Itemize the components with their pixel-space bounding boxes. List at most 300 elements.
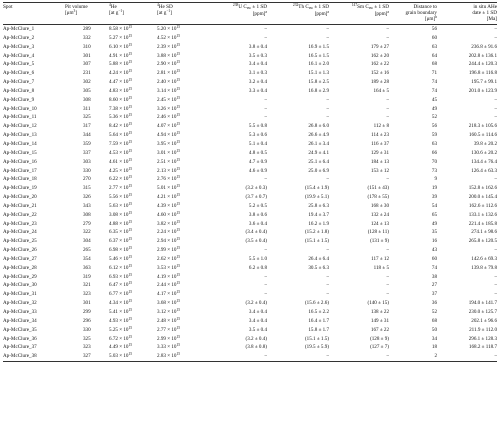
cell-ahe-date: – — [494, 26, 497, 32]
cell-he4: $6.93 \times 10^{15}$ — [109, 272, 133, 280]
cell-spot: Ap-McClure_12 — [3, 123, 37, 130]
cell-sm147: – — [386, 273, 389, 280]
table-row — [3, 317, 497, 326]
cell-sm147: 184 ± 13 — [370, 158, 389, 165]
cell-pit-volume: 279 — [83, 220, 91, 227]
cell-ahe-date: – — [494, 34, 497, 41]
cell-ahe-date: 195.7 ± 99.1 — [471, 79, 497, 86]
cell-pit-volume: 325 — [83, 114, 91, 121]
cell-pit-volume: 330 — [83, 167, 91, 174]
cell-sm147: 129 ± 31 — [370, 149, 389, 156]
cell-distance: 38 — [431, 273, 437, 280]
cell-th232: 25.0 ± 6.9 — [308, 167, 329, 174]
col-header-ahe-date: in situ AHe date ± 1 SD [Ma] — [437, 3, 497, 25]
cell-u238: – — [264, 291, 267, 298]
cell-he4: $6.77 \times 10^{15}$ — [109, 290, 133, 298]
cell-th232: 24.9 ± 4.1 — [308, 149, 329, 156]
cell-he4-sd: $2.81 \times 10^{15}$ — [157, 69, 181, 77]
cell-spot: Ap-McClure_18 — [3, 176, 37, 183]
cell-spot: Ap-McClure_4 — [3, 52, 35, 59]
cell-th232: 15.8 ± 2.5 — [308, 79, 329, 86]
cell-ahe-date: 236.8 ± 91.6 — [471, 43, 497, 50]
cell-u238: – — [207, 352, 267, 361]
cell-he4: $6.35 \times 10^{15}$ — [109, 228, 133, 236]
cell-he4-sd: $4.07 \times 10^{15}$ — [157, 122, 181, 130]
cell-spot: Ap-McClure_11 — [3, 114, 37, 121]
cell-spot: Ap-McClure_27 — [3, 255, 37, 262]
cell-he4: $6.98 \times 10^{15}$ — [109, 246, 133, 254]
cell-spot: Ap-McClure_37 — [3, 344, 37, 351]
cell-he4: $4.93 \times 10^{15}$ — [109, 317, 133, 324]
cell-sm147: 149 ± 31 — [370, 317, 389, 324]
cell-ahe-date: 160.5 ± 114.6 — [468, 132, 497, 139]
cell-u238: 3.1 ± 0.3 — [248, 70, 267, 77]
cell-u238: 3.4 ± 0.4 — [248, 317, 267, 324]
cell-he4-sd: $3.53 \times 10^{15}$ — [157, 263, 181, 271]
cell-sm147: – — [386, 96, 389, 103]
table-row — [3, 290, 497, 299]
cell-he4-sd: $3.14 \times 10^{15}$ — [157, 87, 181, 94]
cell-he4-sd: $3.95 \times 10^{15}$ — [157, 140, 181, 147]
cell-distance: 63 — [431, 43, 437, 50]
cell-sm147: – — [386, 291, 389, 298]
cell-ahe-date: – — [494, 114, 497, 121]
cell-distance: 27 — [431, 282, 437, 289]
cell-pit-volume: 301 — [83, 300, 91, 307]
cell-u238: – — [264, 34, 267, 41]
cell-he4: $4.34 \times 10^{15}$ — [109, 299, 133, 307]
cell-spot: Ap-McClure_16 — [3, 158, 37, 165]
cell-he4: $6.22 \times 10^{15}$ — [109, 175, 133, 183]
cell-he4-sd: $4.39 \times 10^{15}$ — [157, 202, 181, 209]
cell-distance: 63 — [431, 140, 437, 147]
cell-u238: – — [264, 247, 267, 254]
cell-he4: $4.88 \times 10^{15}$ — [109, 219, 133, 227]
col-header-th232: $^{232}$Th $C_{aw} \pm 1$ SD [ppm]$^a$ — [267, 3, 329, 25]
cell-th232: – — [326, 247, 329, 254]
cell-sm147: 189 ± 28 — [370, 79, 389, 86]
table-row — [3, 228, 497, 237]
cell-spot: Ap-McClure_21 — [3, 202, 37, 209]
cell-he4: $4.24 \times 10^{15}$ — [109, 69, 133, 77]
cell-spot: Ap-McClure_14 — [3, 140, 37, 147]
col-header-spot: Spot — [3, 3, 65, 25]
col-header-pit-volume: Pit volume $[\mu m^3]$ — [65, 3, 109, 25]
cell-th232: 26.4 ± 6.4 — [308, 255, 329, 262]
cell-th232: – — [326, 273, 329, 280]
cell-distance: 70 — [431, 158, 437, 165]
cell-ahe-date: 152.8 ± 162.6 — [468, 185, 497, 192]
cell-pit-volume: 265 — [83, 247, 91, 254]
table-row — [3, 69, 497, 78]
cell-pit-volume: 308 — [83, 96, 91, 103]
cell-distance: 74 — [431, 87, 437, 94]
cell-th232: – — [267, 352, 329, 361]
cell-th232: 19.4 ± 3.7 — [308, 211, 329, 218]
cell-sm147: (127 ± 7) — [370, 344, 389, 351]
table-row — [3, 326, 497, 335]
cell-he4-sd: $3.68 \times 10^{15}$ — [157, 299, 181, 307]
cell-u238: 3.6 ± 0.4 — [248, 220, 267, 227]
cell-he4-sd: $4.19 \times 10^{15}$ — [157, 272, 181, 280]
cell-ahe-date: 139.8 ± 79.8 — [471, 264, 497, 271]
cell-sm147: (140 ± 15) — [367, 300, 389, 307]
cell-pit-volume: 330 — [83, 326, 91, 333]
cell-u238: 3.4 ± 0.4 — [248, 309, 267, 315]
cell-sm147: 153 ± 12 — [370, 167, 389, 174]
table-row — [3, 78, 497, 87]
cell-pit-volume: 301 — [83, 52, 91, 59]
cell-he4-sd: $3.01 \times 10^{15}$ — [157, 149, 181, 156]
cell-pit-volume: 311 — [83, 105, 91, 112]
cell-th232: (15.1 ± 1.5) — [304, 335, 329, 342]
cell-he4-sd: $2.48 \times 10^{15}$ — [157, 317, 181, 324]
cell-he4-sd: $5.20 \times 10^{15}$ — [157, 25, 181, 32]
cell-he4-sd: $2.77 \times 10^{15}$ — [157, 325, 181, 333]
table-row — [3, 96, 497, 105]
cell-th232: 16.1 ± 2.0 — [308, 61, 329, 68]
cell-distance: 59 — [431, 132, 437, 139]
cell-he4-sd: $2.83 \times 10^{15}$ — [157, 352, 207, 361]
cell-pit-volume: 344 — [83, 132, 91, 139]
cell-th232: – — [326, 34, 329, 41]
cell-sm147: 179 ± 27 — [370, 43, 389, 50]
cell-sm147: – — [386, 282, 389, 289]
cell-th232: (15.4 ± 1.9) — [304, 185, 329, 192]
cell-sm147: 114 ± 23 — [371, 132, 389, 139]
cell-distance: 66 — [431, 149, 437, 156]
cell-sm147: – — [386, 247, 389, 254]
cell-th232: 16.5 ± 2.2 — [308, 309, 329, 315]
cell-spot: Ap-McClure_30 — [3, 282, 37, 289]
cell-distance: 37 — [431, 291, 437, 298]
cell-sm147: – — [386, 114, 389, 121]
cell-he4: $4.49 \times 10^{15}$ — [109, 343, 133, 351]
table-row — [3, 149, 497, 158]
cell-sm147: 152 ± 16 — [370, 70, 389, 77]
cell-spot: Ap-McClure_31 — [3, 291, 37, 298]
cell-u238: – — [264, 273, 267, 280]
cell-distance: 68 — [431, 61, 437, 68]
cell-spot: Ap-McClure_26 — [3, 247, 37, 254]
cell-ahe-date: 196.8 ± 116.8 — [468, 70, 497, 77]
cell-he4-sd: $3.82 \times 10^{15}$ — [157, 219, 181, 227]
cell-ahe-date: 142.6 ± 69.3 — [471, 255, 497, 262]
cell-ahe-date: 296.1 ± 128.3 — [468, 335, 497, 342]
cell-u238: 3.3 ± 0.4 — [248, 87, 267, 94]
cell-spot: Ap-McClure_3 — [3, 43, 35, 50]
cell-he4: $6.72 \times 10^{15}$ — [109, 334, 133, 342]
table-row — [3, 34, 497, 43]
cell-he4: $5.41 \times 10^{15}$ — [109, 308, 133, 315]
cell-distance: 49 — [431, 220, 437, 227]
data-table — [3, 2, 497, 362]
cell-th232: (15.1 ± 1.5) — [304, 238, 329, 245]
cell-sm147: 162 ± 20 — [370, 52, 389, 59]
cell-he4: $7.59 \times 10^{15}$ — [109, 140, 133, 147]
cell-pit-volume: 305 — [83, 87, 91, 94]
cell-sm147: (128 ± 11) — [367, 229, 389, 236]
cell-he4: $3.08 \times 10^{15}$ — [109, 210, 133, 218]
cell-he4: $8.58 \times 10^{15}$ — [109, 25, 133, 32]
cell-ahe-date: – — [494, 96, 497, 103]
cell-he4-sd: $4.52 \times 10^{15}$ — [157, 34, 181, 41]
cell-ahe-date: 200.0 ± 145.4 — [468, 194, 497, 201]
cell-he4-sd: $4.21 \times 10^{15}$ — [157, 193, 181, 201]
cell-he4-sd: $2.51 \times 10^{15}$ — [157, 157, 181, 165]
cell-u238: – — [264, 282, 267, 289]
cell-u238: 3.8 ± 0.6 — [248, 211, 267, 218]
cell-th232: (15.2 ± 1.8) — [304, 229, 329, 236]
cell-ahe-date: – — [494, 273, 497, 280]
cell-ahe-date: 134.4 ± 76.4 — [471, 158, 497, 165]
cell-distance: 60 — [431, 255, 437, 262]
cell-he4: $6.12 \times 10^{15}$ — [109, 263, 133, 271]
cell-u238: 3.5 ± 0.3 — [248, 52, 267, 59]
cell-distance: 9 — [434, 176, 437, 183]
cell-ahe-date: 202.8 ± 136.1 — [468, 52, 497, 59]
cell-spot: Ap-McClure_24 — [3, 229, 37, 236]
cell-spot: Ap-McClure_32 — [3, 300, 37, 307]
cell-spot: Ap-McClure_5 — [3, 61, 35, 68]
table-row — [3, 255, 497, 264]
cell-pit-volume: 337 — [83, 149, 91, 156]
cell-spot: Ap-McClure_1 — [3, 26, 35, 32]
cell-spot: Ap-McClure_13 — [3, 132, 37, 139]
cell-distance: 68 — [431, 317, 437, 324]
table-row — [3, 122, 497, 131]
cell-sm147: – — [386, 34, 389, 41]
cell-spot: Ap-McClure_15 — [3, 149, 37, 156]
cell-he4: $5.46 \times 10^{15}$ — [109, 255, 133, 262]
cell-he4: $5.64 \times 10^{15}$ — [109, 131, 133, 139]
cell-distance: 34 — [431, 335, 437, 342]
cell-spot: Ap-McClure_36 — [3, 335, 37, 342]
cell-pit-volume: 326 — [83, 194, 91, 201]
cell-he4-sd: $3.26 \times 10^{15}$ — [157, 104, 181, 112]
cell-ahe-date: 130.6 ± 20.2 — [471, 149, 497, 156]
cell-sm147: – — [386, 105, 389, 112]
cell-u238: – — [264, 176, 267, 183]
cell-th232: 25.8 ± 6.3 — [308, 202, 329, 209]
cell-u238: – — [264, 105, 267, 112]
cell-u238: 5.2 ± 0.5 — [248, 202, 267, 209]
cell-ahe-date: 201.0 ± 123.9 — [468, 87, 497, 94]
table-row — [3, 343, 497, 352]
cell-spot: Ap-McClure_22 — [3, 211, 37, 218]
cell-sm147: 132 ± 24 — [370, 211, 389, 218]
col-header-u238: $^{238}$U $C_{aw} \pm 1$ SD [ppm]$^a$ — [207, 3, 267, 25]
cell-th232: 25.1 ± 6.4 — [308, 158, 329, 165]
cell-distance: 56 — [431, 26, 437, 32]
cell-pit-volume: 299 — [83, 309, 91, 315]
cell-spot: Ap-McClure_35 — [3, 326, 37, 333]
cell-he4-sd: $2.99 \times 10^{15}$ — [157, 334, 181, 342]
cell-pit-volume: 359 — [83, 140, 91, 147]
table-row — [3, 25, 497, 34]
cell-pit-volume: 325 — [83, 335, 91, 342]
cell-he4: $4.83 \times 10^{15}$ — [109, 87, 133, 94]
cell-he4: $2.77 \times 10^{15}$ — [109, 184, 133, 192]
cell-spot: Ap-McClure_34 — [3, 317, 37, 324]
cell-u238: 5.5 ± 1.0 — [248, 255, 267, 262]
table-row — [3, 352, 497, 361]
table-row — [3, 113, 497, 122]
cell-he4-sd: $4.94 \times 10^{15}$ — [157, 131, 181, 139]
cell-sm147: (131 ± 9) — [370, 238, 389, 245]
cell-pit-volume: 343 — [83, 202, 91, 209]
cell-sm147: – — [329, 352, 389, 361]
cell-u238: (3.8 ± 0.8) — [245, 344, 267, 351]
cell-pit-volume: 363 — [83, 264, 91, 271]
cell-pit-volume: 317 — [83, 123, 91, 130]
table-body — [3, 25, 497, 362]
cell-spot: Ap-McClure_2 — [3, 34, 35, 41]
cell-he4: $6.37 \times 10^{15}$ — [109, 237, 133, 245]
cell-distance: 39 — [431, 194, 437, 201]
cell-th232: (19.5 ± 5.9) — [304, 344, 329, 351]
cell-th232: 26.6 ± 4.9 — [308, 132, 329, 139]
cell-sm147: (151 ± 43) — [367, 185, 389, 192]
table-row — [3, 140, 497, 149]
cell-he4: $4.47 \times 10^{15}$ — [109, 78, 133, 86]
cell-distance: 45 — [431, 96, 437, 103]
table-row — [3, 308, 497, 317]
cell-spot: Ap-McClure_8 — [3, 87, 35, 94]
cell-pit-volume: 231 — [83, 70, 91, 77]
cell-u238: 3.5 ± 0.4 — [248, 326, 267, 333]
col-header-he4-sd: $^4$He SD [at $g^{-1}$] — [157, 3, 207, 25]
document-page — [0, 2, 500, 425]
cell-ahe-date: 202.1 ± 96.6 — [471, 317, 497, 324]
cell-pit-volume: 332 — [83, 34, 91, 41]
cell-pit-volume: 307 — [83, 61, 91, 68]
cell-th232: 26.1 ± 3.4 — [308, 140, 329, 147]
cell-sm147: 138 ± 22 — [370, 309, 389, 315]
table-row — [3, 105, 497, 114]
cell-ahe-date: 274.1 ± 98.6 — [471, 229, 497, 236]
cell-pit-volume: 327 — [65, 352, 109, 361]
table-row — [3, 52, 497, 61]
cell-he4: $5.88 \times 10^{15}$ — [109, 60, 133, 68]
cell-he4-sd: $3.12 \times 10^{15}$ — [157, 308, 181, 315]
cell-sm147: 117 ± 12 — [371, 255, 389, 262]
cell-he4-sd: $2.46 \times 10^{15}$ — [157, 113, 181, 121]
table-row — [3, 175, 497, 184]
col-header-sm147: $^{147}$Sm $C_{aw} \pm 1$ SD [ppm]$^a$ — [329, 3, 389, 25]
cell-he4: $4.53 \times 10^{15}$ — [109, 149, 133, 156]
table-row — [3, 193, 497, 202]
cell-he4-sd: $2.39 \times 10^{15}$ — [157, 42, 181, 50]
cell-he4: $5.63 \times 10^{15}$ — [109, 202, 133, 209]
cell-ahe-date: 126.4 ± 63.3 — [471, 167, 497, 174]
cell-ahe-date: – — [494, 291, 497, 298]
table-row — [3, 299, 497, 308]
cell-distance: 49 — [431, 105, 437, 112]
cell-u238: (3.7 ± 0.7) — [245, 194, 267, 201]
cell-th232: 16.9 ± 1.5 — [308, 43, 329, 50]
cell-ahe-date: – — [494, 282, 497, 289]
cell-th232: 15.1 ± 1.3 — [308, 70, 329, 77]
cell-spot: Ap-McClure_6 — [3, 70, 35, 77]
cell-he4-sd: $2.94 \times 10^{15}$ — [157, 237, 181, 245]
cell-he4: $8.60 \times 10^{15}$ — [109, 95, 133, 103]
cell-distance: 19 — [431, 185, 437, 192]
cell-sm147: 167 ± 22 — [370, 326, 389, 333]
cell-he4: $5.25 \times 10^{15}$ — [109, 325, 133, 333]
cell-spot: Ap-McClure_9 — [3, 96, 35, 103]
cell-distance: 56 — [431, 123, 437, 130]
cell-pit-volume: 319 — [83, 273, 91, 280]
cell-pit-volume: 354 — [83, 255, 91, 262]
cell-sm147: 124 ± 13 — [370, 220, 389, 227]
cell-u238: – — [264, 96, 267, 103]
table-row — [3, 43, 497, 52]
table-row — [3, 335, 497, 344]
cell-sm147: 116 ± 37 — [371, 140, 389, 147]
cell-he4-sd: $2.24 \times 10^{15}$ — [157, 228, 181, 236]
cell-sm147: 112 ± 8 — [373, 123, 389, 130]
cell-distance: 60 — [431, 34, 437, 41]
cell-th232: 30.5 ± 6.3 — [308, 264, 329, 271]
cell-distance: 35 — [431, 229, 437, 236]
cell-spot: Ap-McClure_19 — [3, 185, 37, 192]
cell-distance: 65 — [431, 211, 437, 218]
cell-distance: 43 — [431, 247, 437, 254]
cell-he4-sd: $2.45 \times 10^{15}$ — [157, 95, 181, 103]
table-row — [3, 264, 497, 273]
cell-distance: 54 — [431, 202, 437, 209]
cell-he4-sd: $3.33 \times 10^{15}$ — [157, 343, 181, 351]
table-header — [3, 3, 497, 25]
cell-spot: Ap-McClure_33 — [3, 309, 37, 315]
cell-pit-volume: 323 — [83, 344, 91, 351]
cell-spot: Ap-McClure_28 — [3, 264, 37, 271]
cell-spot: Ap-McClure_17 — [3, 167, 37, 174]
table-row — [3, 87, 497, 96]
cell-u238: (3.5 ± 0.4) — [245, 238, 267, 245]
table-row — [3, 202, 497, 211]
cell-distance: 64 — [431, 52, 437, 59]
cell-pit-volume: 302 — [83, 79, 91, 86]
cell-ahe-date: 168.2 ± 118.7 — [468, 344, 497, 351]
table-row — [3, 131, 497, 140]
cell-distance: 50 — [431, 326, 437, 333]
cell-ahe-date: – — [494, 247, 497, 254]
cell-u238: – — [264, 114, 267, 121]
cell-he4-sd: $2.99 \times 10^{15}$ — [157, 246, 181, 254]
cell-th232: 16.5 ± 1.5 — [308, 52, 329, 59]
cell-he4: $4.25 \times 10^{15}$ — [109, 166, 133, 174]
cell-th232: 15.8 ± 1.7 — [308, 326, 329, 333]
cell-he4: $4.91 \times 10^{15}$ — [109, 51, 133, 59]
cell-he4: $8.42 \times 10^{15}$ — [109, 122, 133, 130]
cell-pit-volume: 296 — [83, 317, 91, 324]
table-row — [3, 273, 497, 282]
cell-sm147: 168 ± 30 — [370, 202, 389, 209]
cell-u238: 5.5 ± 0.8 — [248, 123, 267, 130]
cell-spot: Ap-McClure_23 — [3, 220, 37, 227]
cell-u238: 3.8 ± 0.4 — [248, 43, 267, 50]
cell-sm147: 162 ± 22 — [370, 61, 389, 68]
cell-distance: 73 — [431, 167, 437, 174]
cell-pit-volume: 303 — [83, 158, 91, 165]
cell-he4-sd: $2.90 \times 10^{15}$ — [157, 60, 181, 68]
cell-sm147: – — [386, 176, 389, 183]
cell-he4: $5.36 \times 10^{15}$ — [109, 113, 133, 121]
cell-u238: 3.2 ± 0.4 — [248, 79, 267, 86]
cell-th232: (15.6 ± 2.6) — [304, 300, 329, 307]
